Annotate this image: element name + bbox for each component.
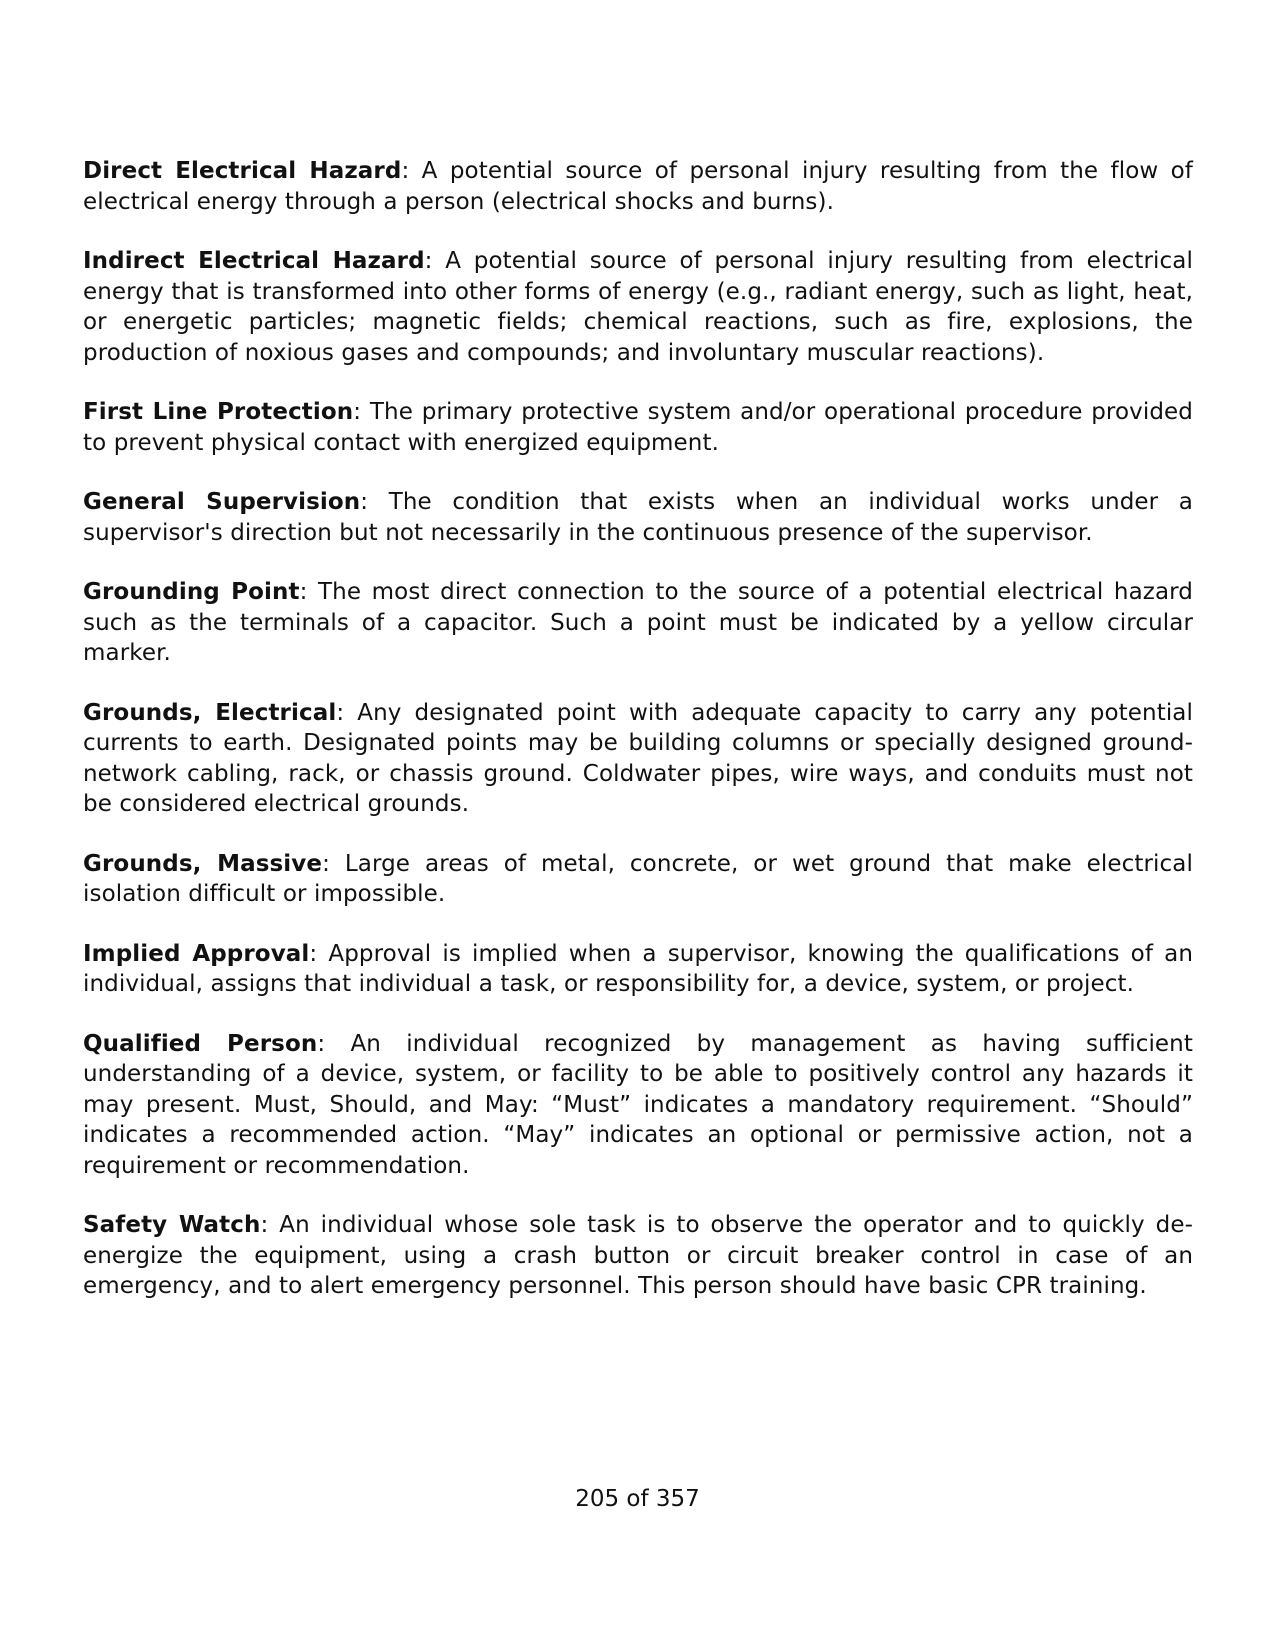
definition-term: Grounding Point [83, 579, 300, 605]
definitions-list [83, 156, 1193, 1331]
definition-term: Implied Approval [83, 940, 310, 967]
definition-grounding-point [83, 577, 1193, 669]
definition-term: Safety Watch [83, 1212, 261, 1238]
definition-term: Grounds, Electrical [83, 699, 337, 726]
definition-indirect-electrical-hazard [83, 246, 1193, 368]
definition-safety-watch [83, 1210, 1193, 1302]
definition-grounds-massive [83, 849, 1193, 910]
definition-text: : The most direct connection to the source of a potential electrical hazard such as the terminals of a capacitor. Such a point must be indicated by a yellow circular marker. [83, 579, 1194, 666]
definition-direct-electrical-hazard [83, 156, 1193, 217]
definition-text: : Approval is implied when a supervisor, knowing the qualifications of an individual, assigns that individual a task, or responsibility for, a device, system, or project. [83, 940, 1193, 997]
definition-grounds-electrical [83, 698, 1193, 820]
definition-term: Qualified Person [83, 1030, 318, 1057]
definition-text: : An individual whose sole task is to observe the operator and to quickly de-energize the equipment, using a crash button or circuit breaker control in case of an emergency, and to alert emergency personnel. This person should have basic CPR training. [83, 1212, 1193, 1299]
definition-text: : A potential source of personal injury resulting from the flow of electrical energy through a person (electrical shocks and burns). [83, 158, 1193, 215]
definition-qualified-person [83, 1029, 1193, 1182]
definition-term: General Supervision [83, 489, 361, 515]
definition-term: Grounds, Massive [83, 850, 323, 877]
definition-first-line-protection [83, 397, 1193, 458]
definition-term: First Line Protection [83, 399, 354, 425]
definition-text: : An individual recognized by management as having sufficient understanding of a device, system, or facility to be able to positively control any hazards it may present. Must, Should, and May: “Must” indicates a mandatory requirement. “Should” indicates a recommended action. “May” indicates an optional or permissive action, not a requirement or recommendation. [83, 1030, 1193, 1179]
definition-implied-approval [83, 939, 1193, 1000]
definition-general-supervision [83, 487, 1193, 548]
definition-text: : The condition that exists when an individual works under a supervisor's direction but not necessarily in the continuous presence of the supervisor. [83, 489, 1194, 546]
definition-text: : Any designated point with adequate capacity to carry any potential currents to earth. Designated points may be building columns or specially designed ground-network cabling, rack, or chassis ground. Coldwater pipes, wire ways, and conduits must not be considered electrical grounds. [83, 699, 1193, 817]
definition-term: Direct Electrical Hazard [83, 158, 402, 184]
definition-text: : A potential source of personal injury resulting from electrical energy that is transformed into other forms of energy (e.g., radiant energy, such as light, heat, or energetic particles; magnetic fields; chemical reactions, such as fire, explosions, the production of noxious gases and compounds; and involuntary muscular reactions). [83, 248, 1193, 366]
definition-text: : The primary protective system and/or operational procedure provided to prevent physical contact with energized equipment. [83, 399, 1193, 456]
definition-term: Indirect Electrical Hazard [83, 248, 425, 274]
definition-text: : Large areas of metal, concrete, or wet ground that make electrical isolation difficult or impossible. [83, 850, 1193, 907]
page-number: 205 of 357 [575, 1486, 700, 1512]
